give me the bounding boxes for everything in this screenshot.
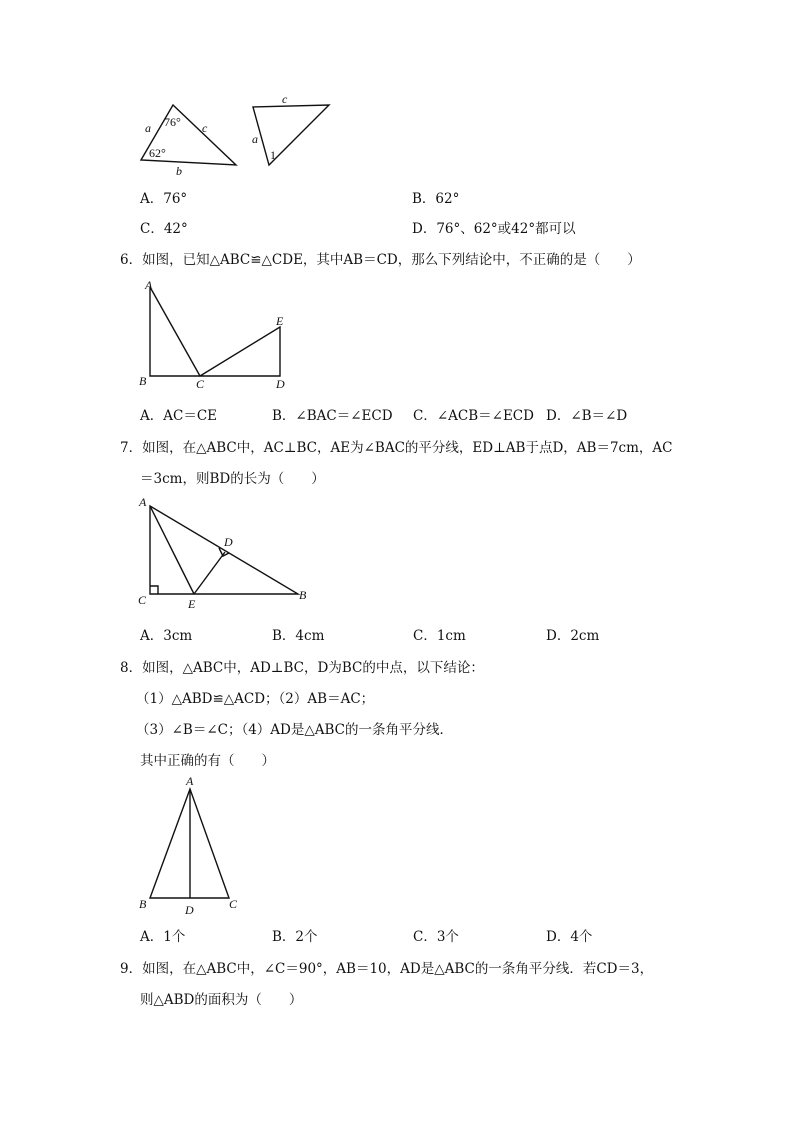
q6-stem: 6．如图，已知△ABC≌△CDE，其中AB＝CD，那么下列结论中，不正确的是（ ） — [120, 252, 641, 268]
q8-option-d: D．4个 — [546, 929, 593, 945]
q5-label-c: c — [202, 121, 208, 135]
q6-label-a: A — [145, 278, 153, 292]
q5-option-a: A．76° — [140, 191, 188, 207]
q7-label-a: A — [139, 495, 147, 509]
q7-stem-line2: ＝3cm，则BD的长为（ ） — [140, 471, 325, 487]
q5-label-c2: c — [282, 92, 288, 106]
q5-label-b: b — [176, 164, 182, 178]
q8-label-c: C — [229, 897, 238, 911]
q5-option-c: C．42° — [140, 221, 188, 237]
q5-triangle-right — [253, 105, 329, 165]
q6-figure — [130, 275, 300, 395]
q7-label-e: E — [188, 597, 196, 611]
q6-polyline — [150, 287, 280, 376]
q6-option-c: C．∠ACB＝∠ECD — [413, 408, 534, 424]
q8-stem-line2: （1）△ABD≌△ACD；（2）AB＝AC； — [136, 691, 375, 707]
q8-label-a: A — [186, 774, 194, 788]
q7-option-c: C．1cm — [413, 628, 466, 644]
q5-option-b: B．62° — [412, 191, 460, 207]
q8-stem-line1: 8．如图，△ABC中，AD⊥BC，D为BC的中点，以下结论： — [120, 660, 484, 676]
q7-perp-ed — [194, 552, 225, 594]
q6-option-b: B．∠BAC＝∠ECD — [272, 408, 393, 424]
q7-label-b: B — [299, 588, 307, 602]
q7-option-d: D．2cm — [546, 628, 600, 644]
q8-option-a: A．1个 — [140, 929, 186, 945]
q5-figure — [130, 90, 350, 180]
q6-label-b: B — [139, 374, 147, 388]
q6-label-e: E — [276, 314, 284, 328]
q5-label-62: 62° — [149, 146, 166, 160]
q9-stem-line1: 9．如图，在△ABC中，∠C＝90°，AB＝10，AD是△ABC的一条角平分线．若CD＝3， — [120, 961, 654, 977]
q8-option-b: B．2个 — [272, 929, 318, 945]
q8-label-d: D — [185, 903, 194, 917]
q7-option-a: A．3cm — [140, 628, 193, 644]
q8-label-b: B — [139, 897, 147, 911]
q8-figure — [130, 772, 260, 917]
q7-option-b: B．4cm — [272, 628, 325, 644]
q7-label-c: C — [138, 593, 147, 607]
q8-option-c: C．3个 — [413, 929, 459, 945]
q7-right-angle-c — [150, 586, 158, 594]
q5-option-d: D．76°、62°或42°都可以 — [412, 221, 576, 237]
q5-label-76: 76° — [164, 115, 181, 129]
q8-stem-line4: 其中正确的有（ ） — [140, 753, 275, 769]
q7-stem-line1: 7．如图，在△ABC中，AC⊥BC，AE为∠BAC的平分线，ED⊥AB于点D，AB＝7cm，AC — [120, 440, 673, 456]
q6-option-d: D．∠B＝∠D — [546, 408, 628, 424]
q9-stem-line2: 则△ABD的面积为（ ） — [140, 992, 303, 1008]
q8-stem-line3: （3）∠B＝∠C；（4）AD是△ABC的一条角平分线． — [136, 722, 454, 738]
q7-label-d: D — [224, 535, 233, 549]
q6-label-c: C — [196, 377, 205, 391]
q6-option-a: A．AC＝CE — [140, 408, 218, 424]
q5-label-a: a — [145, 121, 151, 135]
q7-figure — [130, 490, 320, 615]
q6-label-d: D — [276, 377, 285, 391]
q5-label-1: 1 — [270, 148, 276, 162]
q5-label-a2: a — [252, 132, 258, 146]
